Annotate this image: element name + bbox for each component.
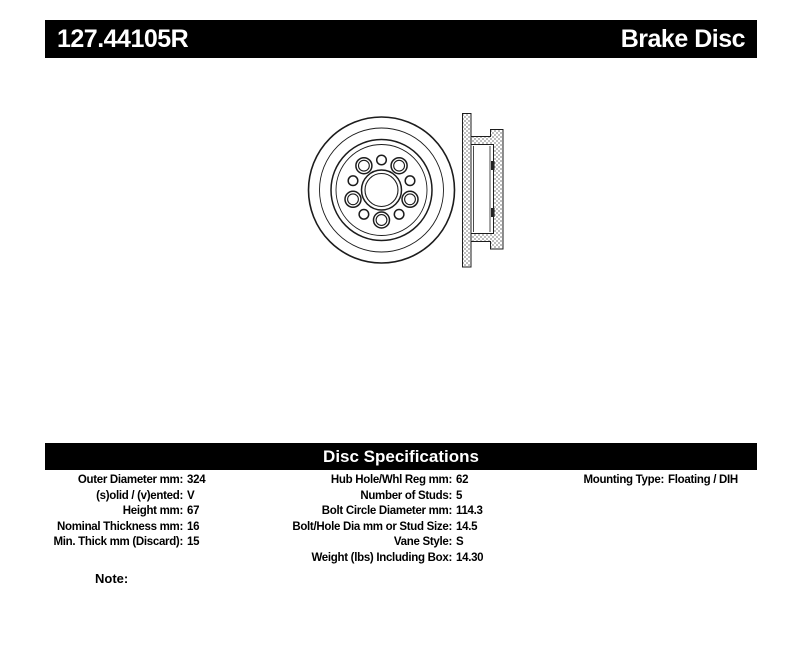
spec-label: Mounting Type: [583, 474, 664, 486]
spec-label: Number of Studs: [360, 489, 452, 502]
spec-section-header [45, 443, 757, 470]
spec-label: Hub Hole/Whl Reg mm: [330, 474, 452, 486]
stud-holes [345, 158, 418, 228]
spec-column-middle [280, 473, 483, 567]
spec-value: Floating / DIH [668, 474, 738, 486]
spec-row-height [45, 504, 205, 520]
spec-value: V [187, 489, 195, 502]
spec-row-number-of-studs [280, 489, 483, 505]
brake-disc-technical-drawing [295, 90, 520, 280]
spec-row-vane-style [280, 535, 483, 551]
spec-value: 16 [187, 520, 200, 533]
spec-label: Bolt Circle Diameter mm: [321, 505, 452, 518]
spec-row-bolt-circle-diameter [280, 504, 483, 520]
product-type-title: Brake Disc [620, 24, 745, 53]
spec-value: 114.3 [456, 505, 483, 518]
spec-section-title: Disc Specifications [323, 447, 479, 466]
spec-label: Bolt/Hole Dia mm or Stud Size: [292, 520, 452, 533]
spec-column-right [558, 473, 738, 489]
part-number: 127.44105R [57, 24, 189, 53]
spec-label: Min. Thick mm (Discard): [53, 536, 183, 549]
spec-row-mounting-type [558, 473, 738, 489]
spec-value: 5 [456, 489, 463, 502]
spec-value: 62 [456, 474, 469, 486]
spec-value: S [456, 536, 464, 549]
note-label: Note: [95, 571, 129, 586]
spec-row-outer-diameter [45, 473, 205, 489]
spec-label: Height mm: [122, 505, 183, 518]
brake-disc-front-view [309, 117, 455, 263]
spec-value: 324 [187, 474, 206, 486]
spec-label: Nominal Thickness mm: [57, 520, 183, 533]
spec-row-min-thickness [45, 535, 205, 551]
spec-row-bolt-hole-dia [280, 520, 483, 536]
spec-label: Vane Style: [393, 536, 452, 549]
header-bar [45, 20, 757, 58]
spec-row-weight [280, 551, 483, 567]
spec-row-hub-hole [280, 473, 483, 489]
spec-row-solid-vented [45, 489, 205, 505]
spec-column-left [45, 473, 205, 551]
spec-label: Outer Diameter mm: [77, 474, 183, 486]
spec-value: 67 [187, 505, 200, 518]
brake-disc-side-view [463, 114, 504, 268]
spec-label: Weight (lbs) Including Box: [311, 551, 452, 564]
spec-value: 14.5 [456, 520, 478, 533]
spec-row-nominal-thickness [45, 520, 205, 536]
spec-label: (s)olid / (v)ented: [96, 489, 183, 502]
spec-value: 15 [187, 536, 200, 549]
spec-value: 14.30 [456, 551, 484, 564]
